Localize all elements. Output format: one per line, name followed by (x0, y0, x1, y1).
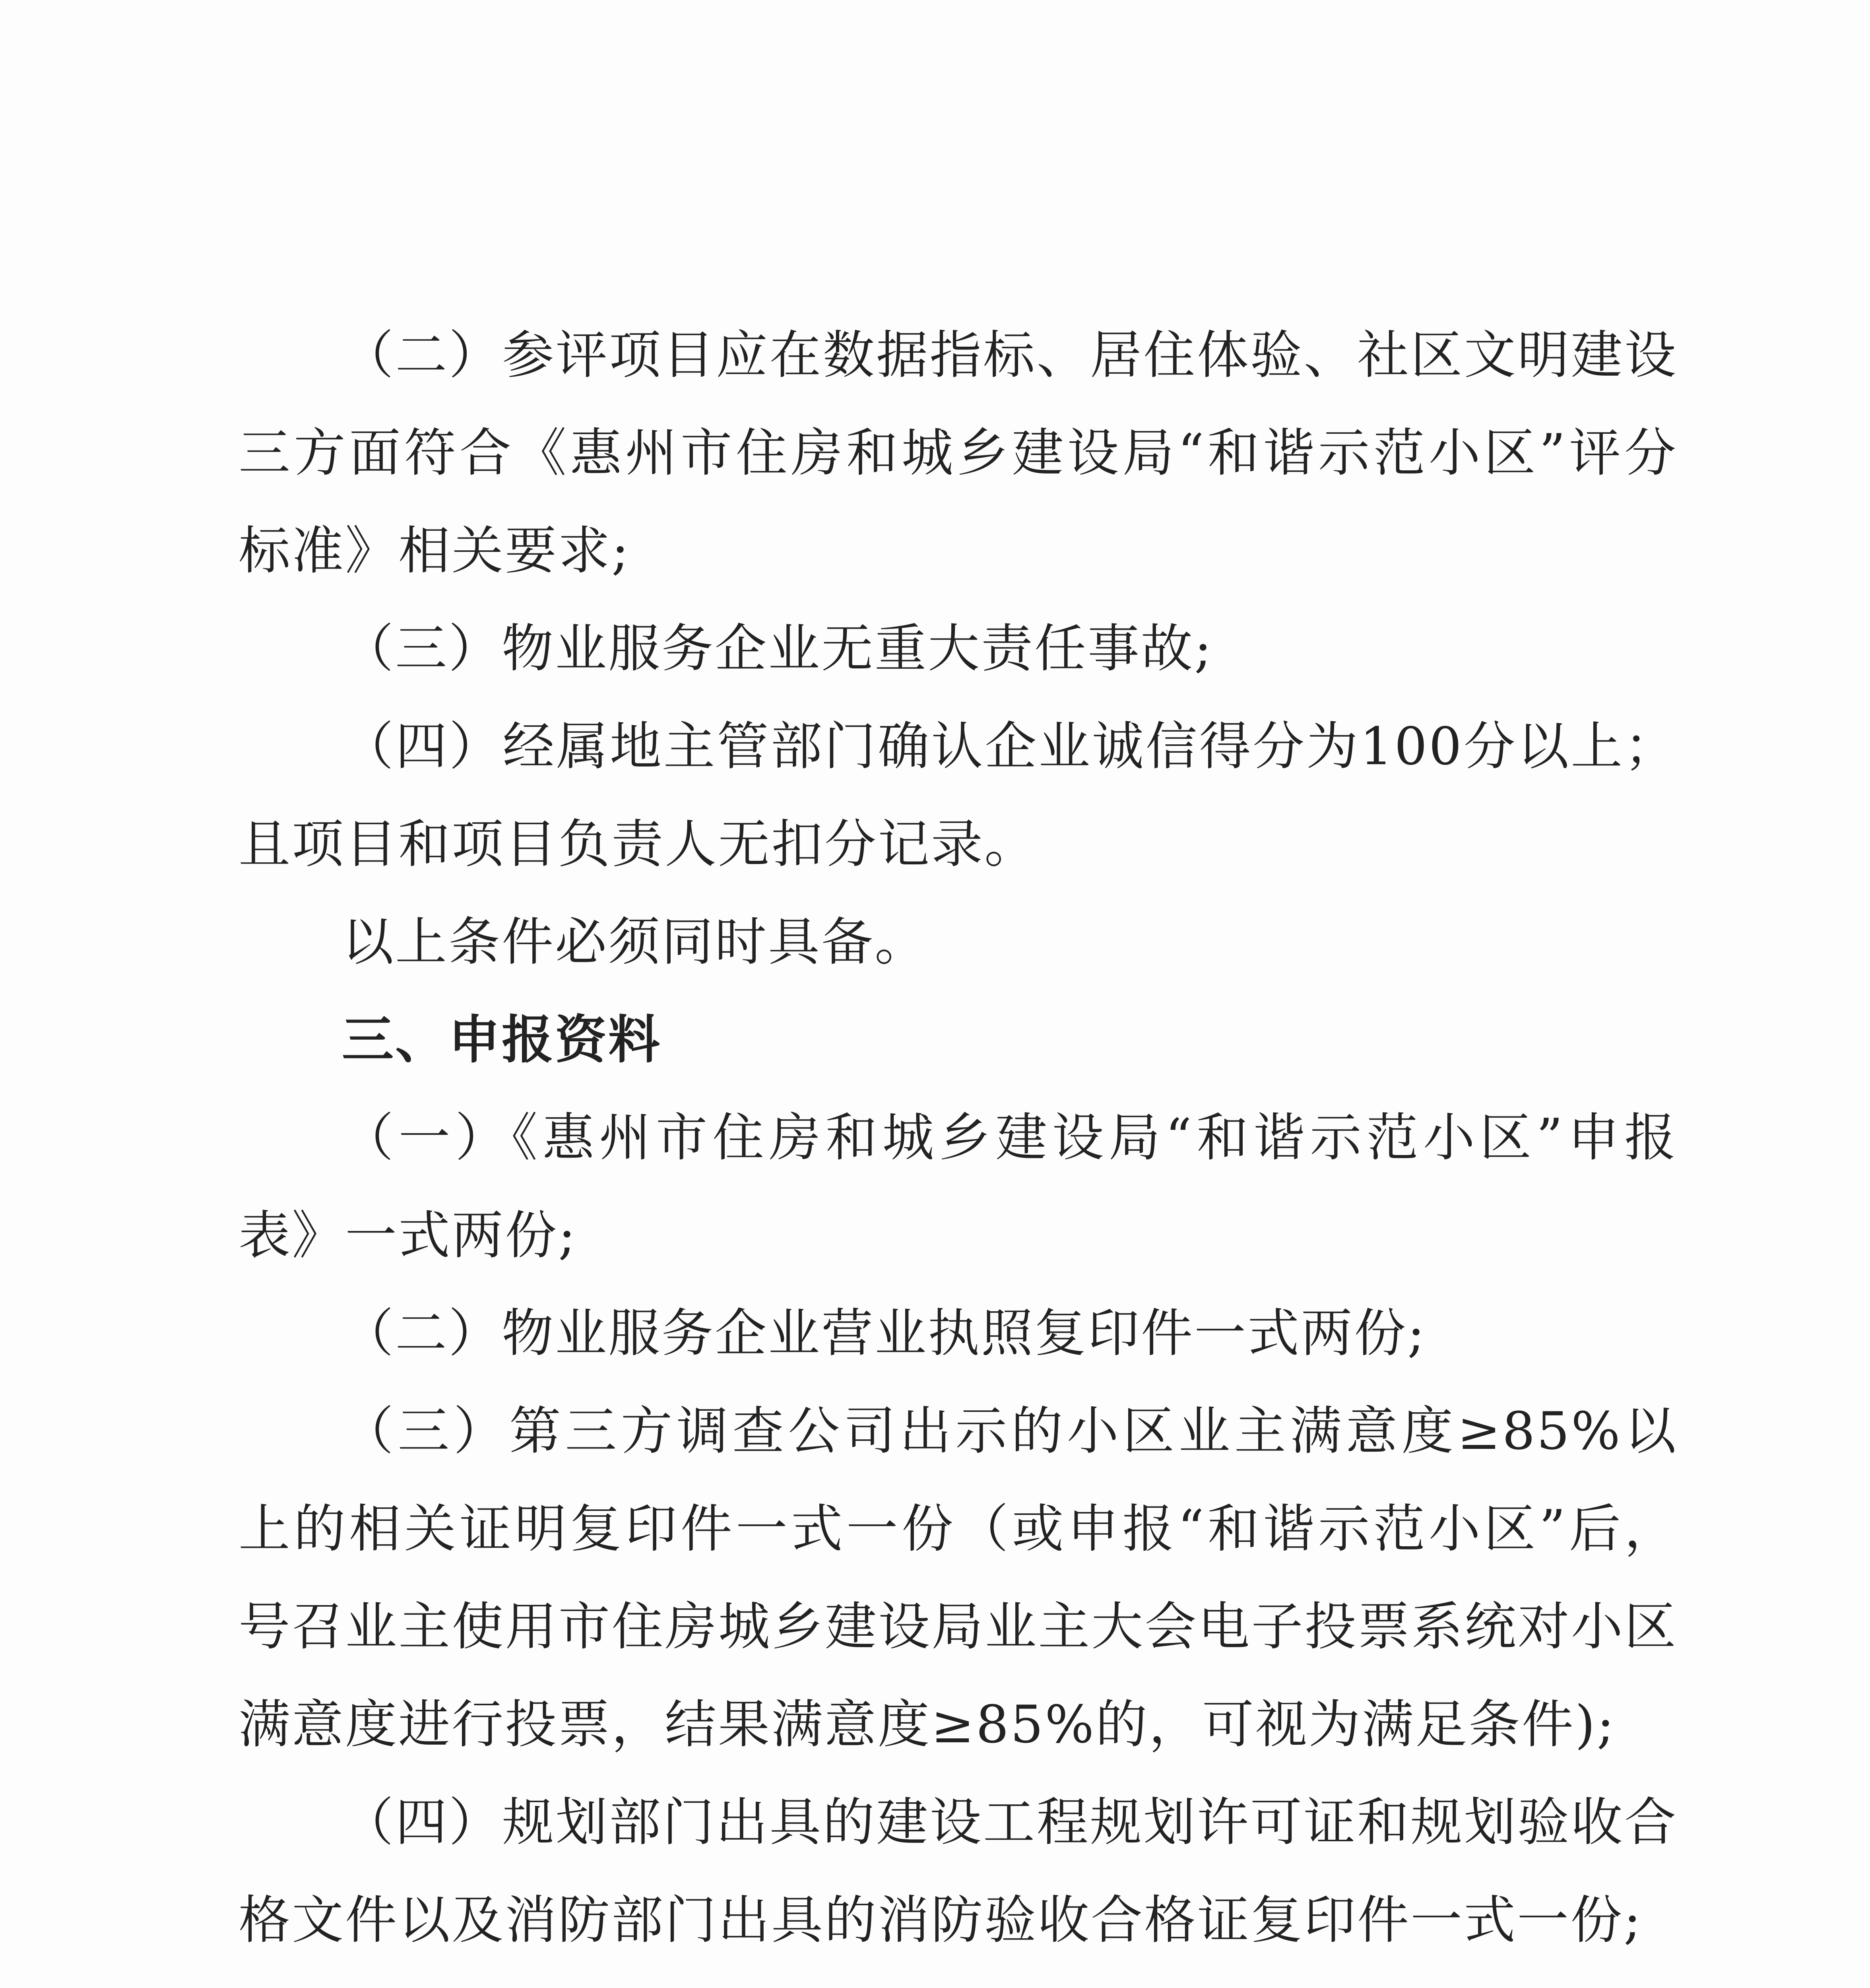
list-item-material-3: （三）第三方调查公司出示的小区业主满意度≥85%以上的相关证明复印件一式一份（或申报“和谐示范小区”后，号召业主使用市住房城乡建设局业主大会电子投票系统对小区满意度进行投票，结果满意度≥85%的，可视为满足条件); (239, 1401, 1678, 1755)
body-text (239, 306, 1678, 1988)
section-heading: 三、申报资料 (342, 1010, 662, 1070)
paragraph-criterion-3: （三）物业服务企业无重大责任事故; (342, 618, 1213, 679)
paragraph-conditions-note: 以上条件必须同时具备。 (342, 912, 928, 972)
list-item-material-4: （四）规划部门出具的建设工程规划许可证和规划验收合格文件以及消防部门出具的消防验收合格证复印件一式一份; (239, 1792, 1678, 1950)
paragraph-criterion-4: （四）经属地主管部门确认企业诚信得分为100分以上；且项目和项目负责人无扣分记录。 (239, 716, 1678, 874)
paragraph-criterion-2: （二）参评项目应在数据指标、居住体验、社区文明建设三方面符合《惠州市住房和城乡建设局“和谐示范小区”评分标准》相关要求; (239, 325, 1678, 581)
list-item-material-1: （一）《惠州市住房和城乡建设局“和谐示范小区”申报表》一式两份; (239, 1107, 1678, 1266)
list-item-material-5 (239, 1969, 1678, 1988)
list-item-material-2: （二）物业服务企业营业执照复印件一式两份; (342, 1303, 1426, 1363)
